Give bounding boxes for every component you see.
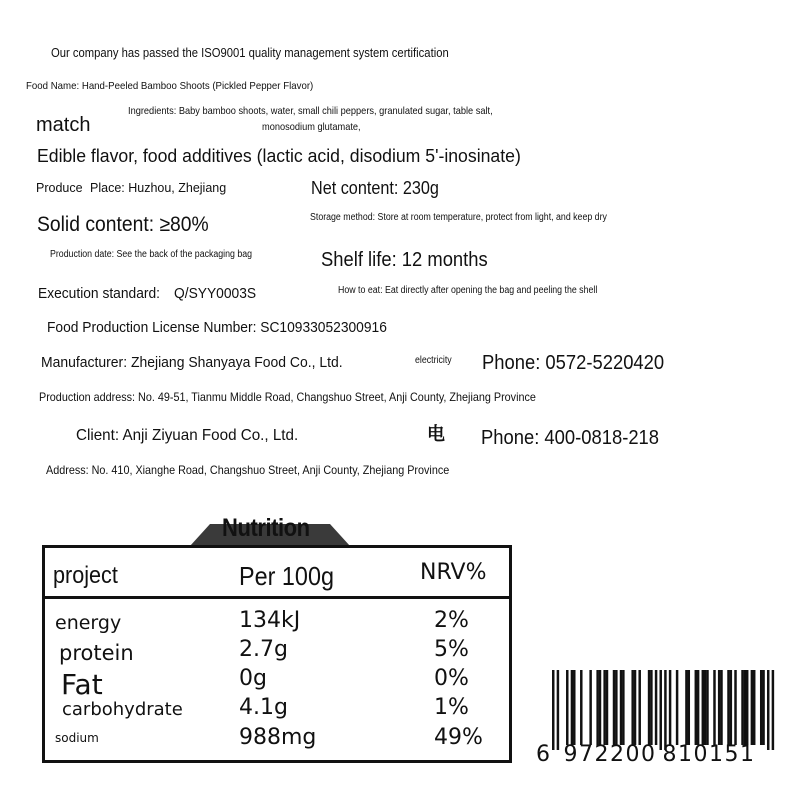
barcode-bar xyxy=(613,670,615,745)
barcode-bar xyxy=(669,670,671,745)
nutrient-name: protein xyxy=(59,641,134,665)
nutrient-name: carbohydrate xyxy=(62,699,183,720)
barcode-bar xyxy=(718,670,720,745)
barcode-bar xyxy=(650,670,652,745)
barcode-bar xyxy=(760,670,762,745)
nutrient-name: sodium xyxy=(55,731,99,745)
barcode-lead-digit: 6 xyxy=(536,742,552,767)
barcode-bar xyxy=(676,670,678,745)
nutrient-nrv: 5% xyxy=(434,637,469,662)
ingredients-line-2: monosodium glutamate, xyxy=(262,121,361,133)
barcode-bar xyxy=(599,670,601,745)
nutrient-value: 2.7g xyxy=(239,637,288,662)
nutrient-nrv: 0% xyxy=(434,666,469,691)
barcode-bar xyxy=(697,670,699,745)
nutrient-nrv: 1% xyxy=(434,695,469,720)
barcode-bar xyxy=(631,670,633,745)
nutrition-header-nrv: NRV% xyxy=(420,560,487,585)
nutrient-value: 0g xyxy=(239,666,267,691)
license-number-text: Food Production License Number: SC10933052300916 xyxy=(47,319,387,336)
client-text: Client: Anji Ziyuan Food Co., Ltd. xyxy=(76,427,299,444)
barcode-bar xyxy=(615,670,617,745)
food-name: Food Name: Hand-Peeled Bamboo Shoots (Pickled Pepper Flavor) xyxy=(26,80,314,92)
barcode-bars xyxy=(552,670,774,745)
execution-standard-code: Q/SYY0003S xyxy=(174,285,257,302)
barcode-bar xyxy=(702,670,704,745)
barcode-bar xyxy=(751,670,753,745)
barcode-bar xyxy=(713,670,715,745)
net-content-text: Net content: 230g xyxy=(311,178,439,198)
barcode-bar xyxy=(734,670,736,745)
nutrient-value: 4.1g xyxy=(239,695,288,720)
nutrient-value: 988mg xyxy=(239,725,317,750)
nutrient-nrv: 49% xyxy=(434,725,483,750)
certification-text: Our company has passed the ISO9001 quality management system certification xyxy=(51,46,449,60)
edible-flavor-text: Edible flavor, food additives (lactic acid, disodium 5'-inosinate) xyxy=(37,146,521,166)
barcode-digits xyxy=(536,744,755,766)
nutrient-nrv: 2% xyxy=(434,608,469,633)
production-address-text: Production address: No. 49-51, Tianmu Middle Road, Changshuo Street, Anji County, Zhejiang Province xyxy=(39,390,536,404)
phone-1-text: Phone: 0572-5220420 xyxy=(482,352,665,374)
barcode-bar xyxy=(603,670,605,745)
phone-2-text: Phone: 400-0818-218 xyxy=(481,427,660,449)
barcode-bar xyxy=(706,670,708,745)
nutrient-value: 134kJ xyxy=(239,608,301,633)
barcode-bar xyxy=(767,670,769,750)
produce-label: Produce xyxy=(36,181,83,195)
nutrient-name: Fat xyxy=(61,668,103,701)
barcode-bar xyxy=(606,670,608,745)
nutrient-name: energy xyxy=(55,612,122,634)
barcode-bar xyxy=(730,670,732,745)
barcode-bar xyxy=(685,670,687,745)
dian-character: 电 xyxy=(427,424,445,444)
barcode-left-digits: 972200 xyxy=(563,742,657,767)
barcode-bar xyxy=(648,670,650,745)
barcode-bar xyxy=(634,670,636,745)
nutrition-header-project: project xyxy=(53,562,118,589)
client-address-text: Address: No. 410, Xianghe Road, Changshuo Street, Anji County, Zhejiang Province xyxy=(46,463,450,477)
barcode-bar xyxy=(571,670,573,745)
electricity-text: electricity xyxy=(415,355,452,366)
barcode-bar xyxy=(772,670,774,750)
barcode-bar xyxy=(580,670,582,745)
barcode-bar xyxy=(589,670,591,745)
barcode-bar xyxy=(638,670,640,745)
barcode-bar xyxy=(557,670,559,750)
barcode-right-digits: 810151 xyxy=(662,742,756,767)
barcode-bar xyxy=(566,670,568,745)
barcode-bar xyxy=(746,670,748,745)
barcode-bar xyxy=(622,670,624,745)
barcode-bar xyxy=(762,670,764,745)
barcode-bar xyxy=(659,670,661,750)
barcode-bar xyxy=(573,670,575,745)
ingredients-line-1: Ingredients: Baby bamboo shoots, water, small chili peppers, granulated sugar, table salt, xyxy=(128,105,493,117)
barcode-bar xyxy=(596,670,598,745)
barcode-bar xyxy=(741,670,743,745)
barcode-bar xyxy=(695,670,697,745)
barcode-bar xyxy=(688,670,690,745)
barcode-bar xyxy=(720,670,722,745)
nutrition-header-divider xyxy=(42,596,512,599)
barcode-bar xyxy=(704,670,706,745)
barcode-bar xyxy=(655,670,657,745)
barcode-bar xyxy=(727,670,729,745)
how-to-eat-text: How to eat: Eat directly after opening the bag and peeling the shell xyxy=(338,285,598,296)
match-text: match xyxy=(36,114,91,136)
barcode-bar xyxy=(664,670,666,750)
solid-content-text: Solid content: ≥80% xyxy=(37,213,209,236)
barcode-bar xyxy=(753,670,755,745)
nutrition-header-per-100g: Per 100g xyxy=(239,561,334,591)
manufacturer-text: Manufacturer: Zhejiang Shanyaya Food Co., Ltd. xyxy=(41,354,343,371)
production-date-text: Production date: See the back of the packaging bag xyxy=(50,249,253,260)
execution-standard-label: Execution standard: xyxy=(38,285,160,302)
storage-method-text: Storage method: Store at room temperature, protect from light, and keep dry xyxy=(310,212,607,223)
shelf-life-text: Shelf life: 12 months xyxy=(321,249,488,271)
barcode-bar xyxy=(620,670,622,745)
place-text: Place: Huzhou, Zhejiang xyxy=(90,181,227,195)
barcode-bar xyxy=(744,670,746,745)
barcode-bar xyxy=(552,670,554,750)
nutrition-title: Nutrition xyxy=(222,514,310,542)
